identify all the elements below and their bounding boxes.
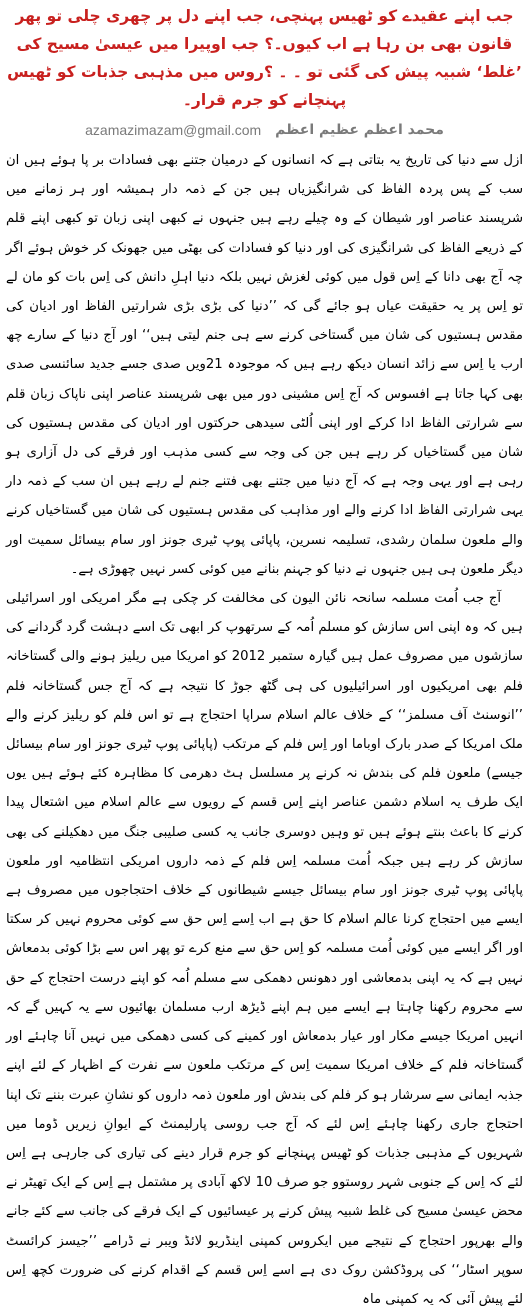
author-email: azamazimazam@gmail.com [85,122,262,138]
article-paragraph-2: آج جب اُمت مسلمہ سانحہ نائن الیون کی مخالفت کر چکی ہے مگر امریکی اور اسرائیلی ہیں کہ وہ اپنی اس سازش کو مسلم اُمہ کے سرتھوپ کر ابھی تک اسے دہشت گرد گردانے کی سازشوں میں مصروف عمل ہیں گیارہ ستمبر 2012 کو امریکا میں ریلیز ہونے والی گستاخانہ فلم بھی امریکیوں اور اسرائیلیوں کی ہی گٹھ جوڑ کا نتیجہ ہے کہ آج جس گستاخانہ فلم ’’انوسنٹ آف مسلمز‘‘ کے خلاف عالم اسلام سراپا احتجاج ہے تو اس فلم کو ریلیز کرنے والے ملک امریکا کے صدر بارک اوباما اور اِس فلم کے مرتکب (پاپائی پوپ ٹیری جونز اور سام بیسائل جیسے) ملعون فلم کی بندش نہ کرنے پر مسلسل ہٹ دھرمی کا مظاہرہ کئے ہوئے ہیں یوں ایک طرف یہ اسلام دشمن عناصر اپنے اِس قسم کے رویوں سے عالم اسلام میں اشتعال پیدا کرنے کا باعث بنتے ہوئے ہیں تو وہیں دوسری جانب یہ کسی صلیبی جنگ میں دھکیلنے کی بھی سازش کر رہے ہیں جبکہ اُمت مسلمہ اِس فلم کے ذمہ داروں امریکی انتظامیہ اور ملعون پاپائی پوپ ٹیری جونز اور سام بیسائل جیسے شیطانوں کے خلاف احتجاجوں میں مصروف ہے ایسے میں احتجاج کرنا عالم اسلام کا حق ہے اب اِسے اِس حق سے کوئی محروم نہیں کر سکتا اور اگر ایسے میں کوئی اُمت مسلمہ کو اِس حق سے منع کرے تو پھر اس سے بڑا کوئی بدمعاش نہیں ہے کہ یہ اپنی بدمعاشی اور دھونس دھمکی سے مسلم اُمہ کو اپنے درست احتجاج کے حق سے محروم رکھنا چاہتا ہے ایسے میں ہم اپنے ڈیڑھ ارب مسلمان بھائیوں سے یہ کہیں گے کہ انہیں امریکا جیسے مکار اور عیار بدمعاش اور کمینے کی کسی دھمکی میں نہیں آنا چاہئے اور گستاخانہ فلم کے خلاف امریکا سمیت اِس کے مرتکب ملعون سے نفرت کے اظہار کے لئے اپنے جذبہ ایمانی سے سرشار ہو کر فلم کی بندش اور ملعون ذمہ داروں کو نشانِ عبرت بننے تک اپنا احتجاج جاری رکھنا چاہئے اِس لئے کہ آج جب روسی پارلیمنٹ کے ایوانِ زیریں ڈوما میں شہریوں کے مذہبی جذبات کو ٹھیس پہنچانے کو جرم قرار دینے کی تیاری کی جارہی ہے اِس لئے کہ اِس کے جنوبی شہر روستوو جو صرف 10 لاکھ آبادی پر مشتمل ہے اِس کے ایک تھیٹر نے محض عیسیٰ مسیح کی غلط شبیہ پیش کرنے پر عیسائیوں کے ایک فرقے کی جانب سے کئے جانے والے بھرپور احتجاج کے نتیجے میں ایکروس کمپنی اینڈریو لائڈ ویبر نے ڈرامے ’’جیسز کرائسٹ سوپر اسٹار‘‘ کی پروڈکشن روک دی ہے اسے اِس قسم کے اقدام کرنے کی ضرورت کچھ اِس لئے پیش آئی کہ یہ کمپنی ماہ [6,591,523,1307]
author-name: محمد اعظم عظیم اعظم [275,122,444,138]
article-headline: جب اپنے عقیدے کو ٹھیس پہنچی، جب اپنے دل پر چھری چلی تو پھر قانون بھی بن رہا ہے اب کیوں۔؟ جب اوپیرا میں عیسیٰ مسیح کی ’غلط‘ شبیہ پیش کی گئی تو ۔ ۔ ؟روس میں مذہبی جذبات کو ٹھیس پہنچانے کو جرم قرار۔ [7,7,522,109]
byline [6,118,523,142]
article-paragraph-1: ازل سے دنیا کی تاریخ یہ بتاتی ہے کہ انسانوں کے درمیان جتنے بھی فسادات بر پا ہوئے ہیں ان سب کے پس پردہ الفاظ کی شرانگیزیاں ہیں جن کے ذمہ دار ہمیشہ اور ہر زمانے میں شرپسند عناصر اور شیطان کے وہ چیلے رہے ہیں جنہوں نے کبھی اپنی زبان تو کبھی اپنے قلم کے ذریعے الفاظ کی شرانگیزی کی اور دنیا کو فسادات کی بھٹی میں جھونک کر خوش ہوئے اگر چہ آج بھی دانا کے اِس قول میں کوئی لغزش نہیں بلکہ دنیا اہلِ دانش کی اِس بات کو مان لے تو اِس پر یہ حقیقت عیاں ہو جائے گی کہ ’’دنیا کی بڑی بڑی شرارتیں الفاظ اور ادیان کی مقدس ہستیوں کی شان میں گستاخی کرنے سے ہی جنم لیتی ہیں‘‘ اور آج دنیا کے سارے چھ ارب یا اِس سے زائد انسان دیکھ رہے ہیں کہ موجودہ 21ویں صدی جسے جدید سائنسی صدی بھی کہا جاتا ہے افسوس کہ آج اِس مشینی دور میں بھی شرپسند عناصر اپنی ناپاک زبان قلم سے شرارتی الفاظ ادا کرکے اور اپنی اُلٹی سیدھی حرکتوں اور ادیان کی مقدس ہستیوں کی شان میں گستاخیاں کر رہے ہیں جن کی وجہ سے کسی مذہب اور فرقے کی دل آزاری ہو رہی ہے اور یہی وجہ ہے کہ آج دنیا میں جتنے بھی فتنے جنم لے رہے ہیں ان سب کے ذمہ دار یہی شرارتی الفاظ ادا کرنے والے اور مذاہب کی مقدس ہستیوں کی شان میں گستاخیاں کرنے والے ملعون سلمان رشدی، تسلیمہ نسرین، پاپائی پوپ ٹیری جونز اور سام بیسائل سمیت اور دیگر ملعون ہی ہیں جنہوں نے دنیا کو جہنم بنانے میں کوئی کسر نہیں چھوڑی ہے۔ [6,153,524,577]
